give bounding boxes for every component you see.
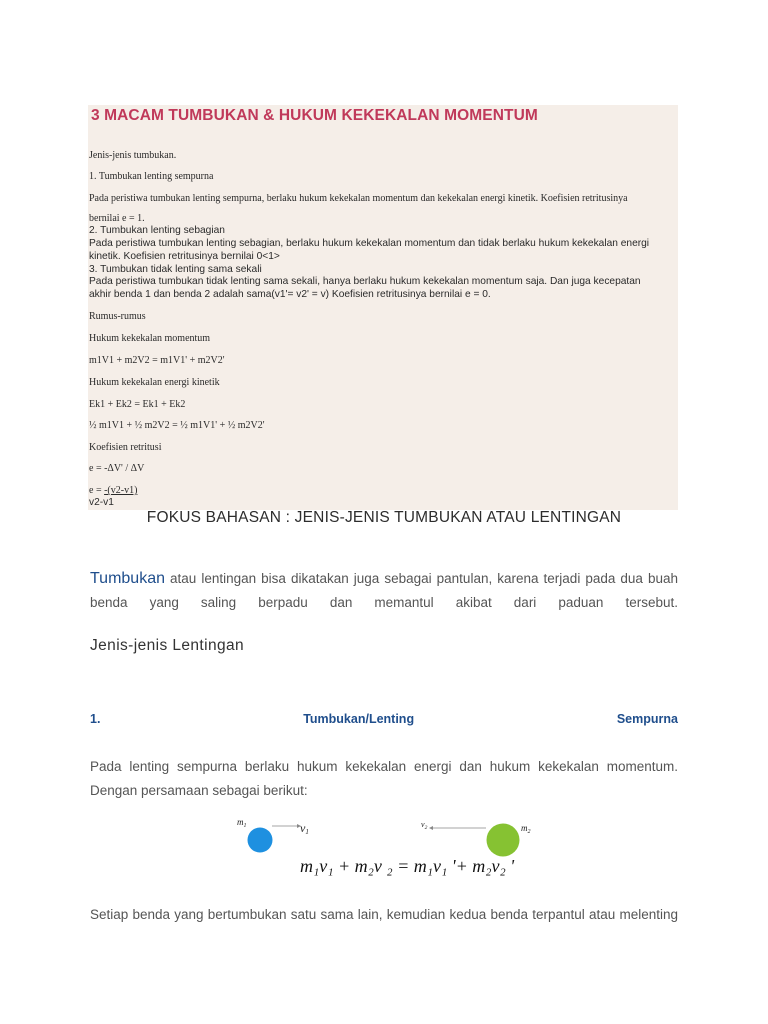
box-line: bernilai e = 1. xyxy=(89,213,145,224)
item-title: Tumbukan/Lenting xyxy=(303,712,415,726)
box-line: 2. Tumbukan lenting sebagian xyxy=(89,225,225,236)
box-line: v2-v1 xyxy=(89,497,114,508)
v2-arrowhead xyxy=(429,826,433,830)
box-line: Pada peristiwa tumbukan lenting sempurna, berlaku hukum kekekalan momentum dan kekekalan energi kinetik. Koefisien retritusinya xyxy=(89,193,628,204)
box-line: Pada peristiwa tumbukan lenting sebagian, berlaku hukum kekekalan momentum dan tidak berlaku hukum kekekalan energi xyxy=(89,238,650,249)
box-line: Pada peristiwa tumbukan tidak lenting sama sekali, hanya berlaku hukum kekekalan momentum saja. Dan juga kecepatan xyxy=(89,276,641,287)
summary-box xyxy=(88,105,678,510)
momentum-equation: m₁v₁ + m₂v ₂ = m₁v₁ '+ m₂v₂ ' xyxy=(300,856,515,876)
intro-keyword: Tumbukan xyxy=(90,570,165,587)
box-line: Hukum kekekalan energi kinetik xyxy=(89,377,220,388)
focus-heading: FOKUS BAHASAN : JENIS-JENIS TUMBUKAN ATAU LENTINGAN xyxy=(146,509,622,526)
box-line: 3. Tumbukan tidak lenting sama sekali xyxy=(89,264,262,275)
box-line: Rumus-rumus xyxy=(89,311,146,322)
m2-label: $m_2$ xyxy=(521,823,531,835)
v1-label: v1 xyxy=(300,821,309,836)
ball-2 xyxy=(487,824,520,857)
box-line xyxy=(89,485,137,496)
box-line: 1. Tumbukan lenting sempurna xyxy=(89,171,214,182)
box-line: m1V1 + m2V2 = m1V1' + m2V2' xyxy=(89,355,225,366)
last-paragraph: Setiap benda yang bertumbukan satu sama lain, kemudian kedua benda terpantul atau melenting xyxy=(90,907,678,922)
lenting-paragraph: Pada lenting sempurna berlaku hukum kekekalan energi dan hukum kekekalan momentum. Dengan persamaan sebagai berikut: xyxy=(90,759,678,798)
box-line: akhir benda 1 dan benda 2 adalah sama(v1'= v2' = v) Koefisien retritusinya bernilai e = 0. xyxy=(89,289,491,300)
item-title-2: Sempurna xyxy=(616,712,678,726)
box-line-part: -(v2-v1) xyxy=(104,485,138,496)
intro-text: atau lentingan bisa dikatakan juga sebagai pantulan, karena terjadi pada dua buah benda yang saling berpadu dan memantul akibat dari paduan tersebut. xyxy=(90,571,678,610)
item-heading xyxy=(90,712,678,726)
collision-figure xyxy=(230,814,530,884)
ball-1 xyxy=(248,828,273,853)
intro-paragraph xyxy=(90,567,678,615)
box-line: Hukum kekekalan momentum xyxy=(89,333,211,344)
section-heading: Jenis-jenis Lentingan xyxy=(90,637,245,654)
box-line: Ek1 + Ek2 = Ek1 + Ek2 xyxy=(89,399,186,410)
box-line-part: e = xyxy=(89,485,105,496)
article-title: 3 MACAM TUMBUKAN & HUKUM KEKEKALAN MOMENTUM xyxy=(91,107,538,124)
m1-label: $m_1$ xyxy=(237,817,247,829)
box-line: e = -ΔV' / ΔV xyxy=(89,463,145,474)
box-line: ½ m1V1 + ½ m2V2 = ½ m1V1' + ½ m2V2' xyxy=(89,420,265,431)
box-line: Koefisien retritusi xyxy=(89,442,162,453)
box-line: Jenis-jenis tumbukan. xyxy=(89,150,177,161)
v2-label: $v_2$ xyxy=(421,820,428,831)
item-number: 1. xyxy=(90,712,101,726)
box-line: kinetik. Koefisien retritusinya bernilai 0<1> xyxy=(89,251,280,262)
